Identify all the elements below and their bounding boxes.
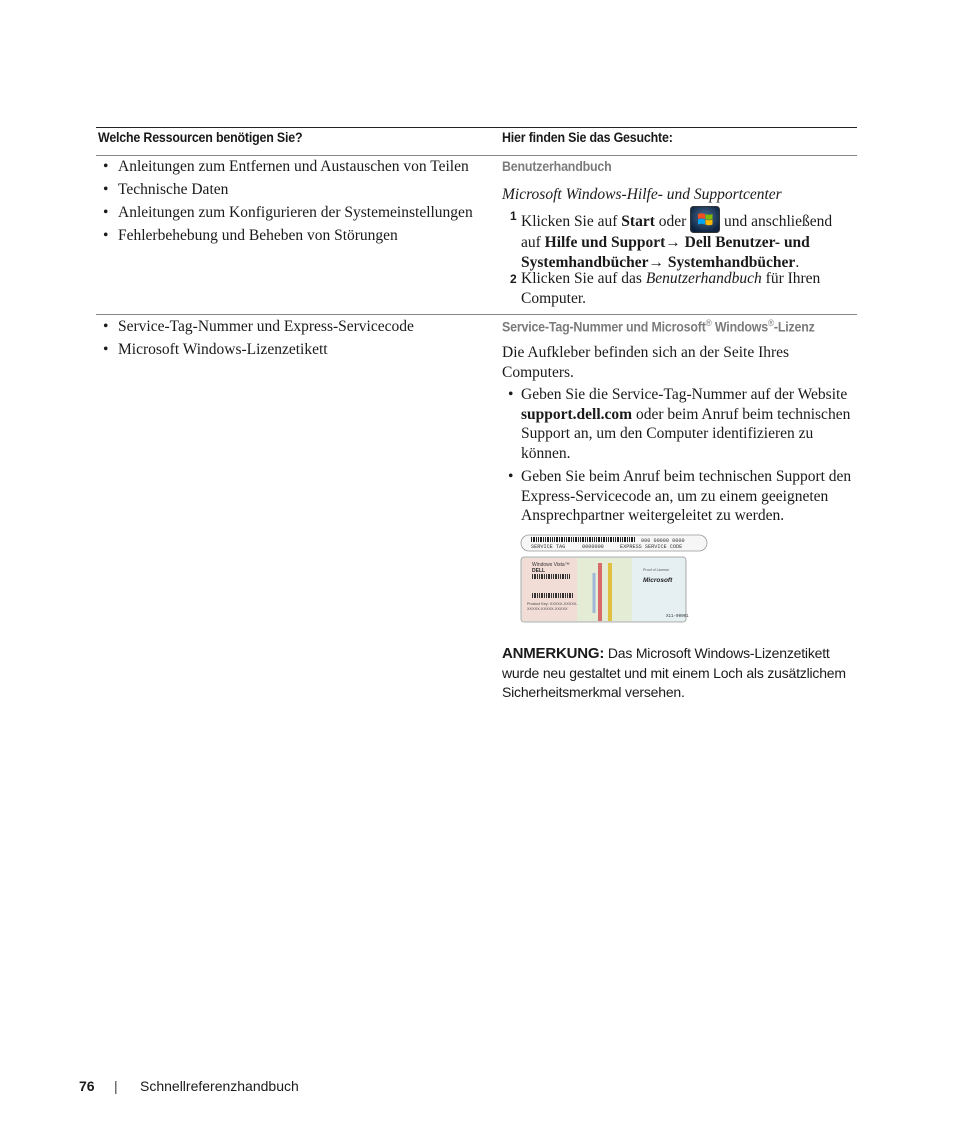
start-menu-text: Start	[621, 213, 655, 230]
list-item: • Fehlerbehebung und Beheben von Störungen	[100, 226, 473, 249]
svg-text:0000000: 0000000	[582, 544, 604, 550]
service-tag-bullet: • Geben Sie die Service-Tag-Nummer auf der Website support.dell.com oder beim Anruf beim technischen Support an, um den Computer identifizieren zu können.	[508, 386, 851, 462]
support-website-link: support.dell.com	[521, 405, 633, 423]
svg-text:000 00000 0000: 000 00000 0000	[641, 538, 685, 544]
svg-text:X11-00001: X11-00001	[666, 615, 689, 619]
step-number: 1	[510, 209, 517, 223]
windows-start-icon	[690, 206, 720, 233]
svg-text:Product Key: XXXXX-XXXXX-: Product Key: XXXXX-XXXXX-	[527, 602, 578, 606]
windows-license-label	[521, 557, 689, 622]
row2-resource-list	[100, 317, 414, 363]
list-item: • Microsoft Windows-Lizenzetikett	[100, 340, 414, 363]
step-1: 1 Klicken Sie auf Start oder und anschließend auf Hilfe und Support→ Dell Benutzer- und Systemhandbücher→ Systemhandbücher.	[510, 206, 854, 272]
list-item: • Anleitungen zum Konfigurieren der Systemeinstellungen	[100, 203, 473, 226]
section-title-user-guide: Benutzerhandbuch	[502, 159, 612, 174]
note-label: ANMERKUNG:	[502, 645, 605, 662]
section-title-service-tag-license: Service-Tag-Nummer und Microsoft® Windows®-Lizenz	[502, 318, 815, 335]
help-support-path: Hilfe und Support	[544, 234, 666, 251]
labels-illustration	[520, 533, 712, 625]
column-header-location: Hier finden Sie das Gesuchte:	[502, 130, 673, 145]
note-license-label	[502, 644, 858, 703]
page-number: 76	[79, 1078, 95, 1094]
row1-resource-list	[100, 157, 473, 249]
column-header-resources: Welche Ressourcen benötigen Sie?	[98, 130, 303, 145]
table-top-rule	[96, 127, 857, 128]
svg-text:Microsoft: Microsoft	[643, 577, 673, 584]
list-item: • Service-Tag-Nummer und Express-Servicecode	[100, 317, 414, 340]
step-number: 2	[510, 272, 517, 286]
svg-text:Windows Vista™: Windows Vista™	[532, 562, 570, 568]
svg-text:DELL: DELL	[532, 568, 546, 574]
service-and-license-labels	[520, 533, 712, 625]
step-2: 2 Klicken Sie auf das Benutzerhandbuch für Ihren Computer.	[510, 270, 821, 307]
svg-text:XXXXX-XXXXX-XXXXX: XXXXX-XXXXX-XXXXX	[527, 607, 568, 611]
service-tag-label	[521, 535, 707, 551]
footer-separator: |	[114, 1078, 118, 1094]
labels-intro: Die Aufkleber befinden sich an der Seite Ihres Computers.	[502, 344, 790, 381]
svg-text:SERVICE TAG: SERVICE TAG	[531, 544, 566, 550]
list-item: • Technische Daten	[100, 180, 473, 203]
table-header-rule	[96, 155, 857, 156]
help-center-subtitle: Microsoft Windows-Hilfe- und Supportcenter	[502, 186, 782, 203]
express-code-bullet: • Geben Sie beim Anruf beim technischen Support den Express-Servicecode an, um zu einem geeigneten Ansprechpartner weitergeleitet zu werden.	[508, 468, 852, 524]
svg-text:Proof of License: Proof of License	[643, 568, 669, 572]
table-row-rule	[96, 314, 857, 315]
svg-text:EXPRESS SERVICE CODE: EXPRESS SERVICE CODE	[620, 544, 683, 550]
note-text: Das Microsoft Windows-Lizenzetikett wurde neu gestaltet und mit einem Loch als zusätzlichem Sicherheitsmerkmal versehen.	[502, 645, 846, 700]
list-item: • Anleitungen zum Entfernen und Austauschen von Teilen	[100, 157, 473, 180]
footer-title: Schnellreferenzhandbuch	[140, 1078, 299, 1094]
